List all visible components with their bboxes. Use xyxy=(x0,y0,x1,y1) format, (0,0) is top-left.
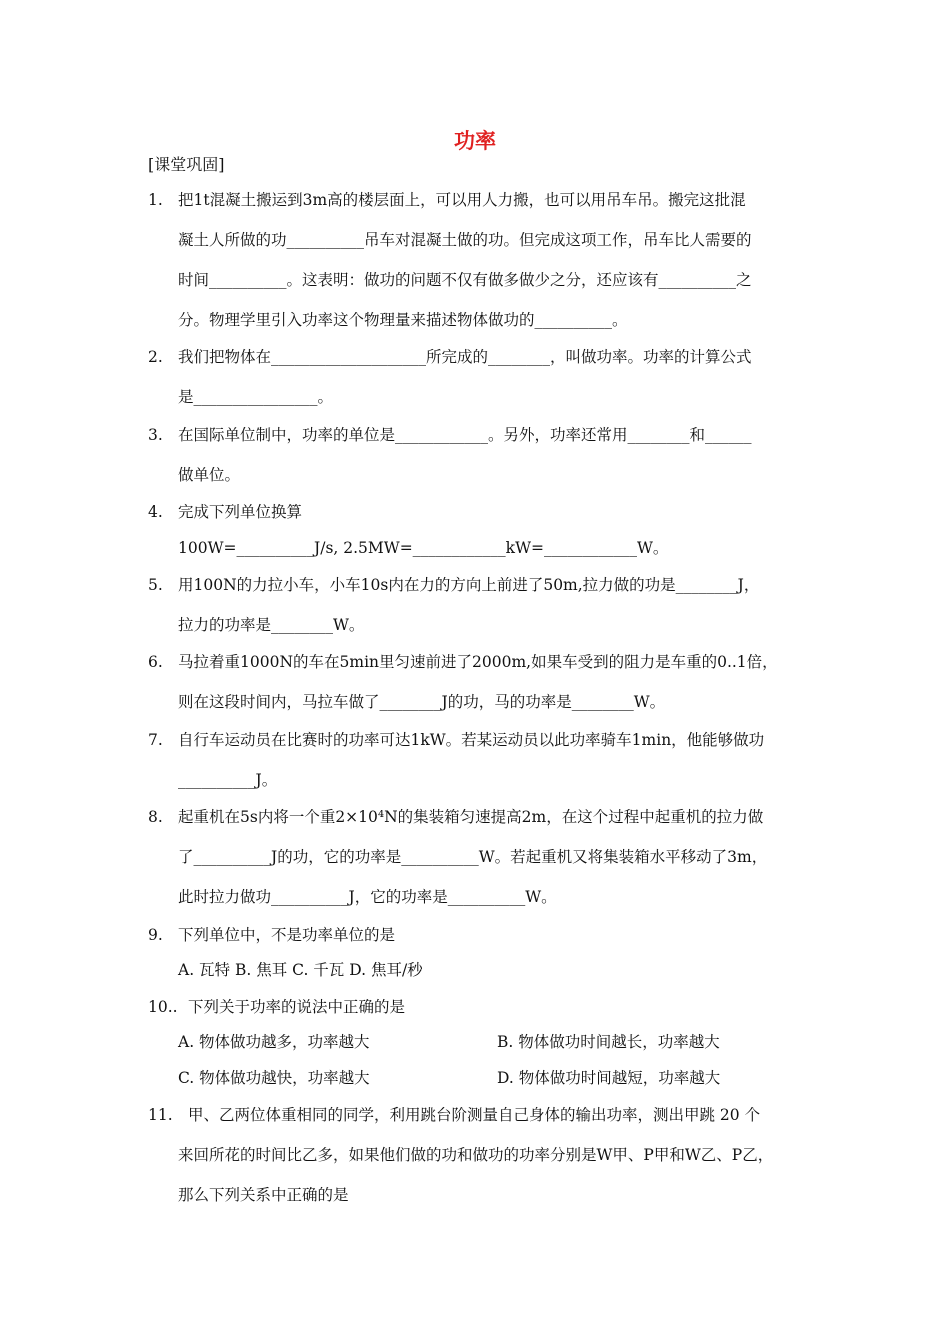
choice-d: D. 物体做功时间越短，功率越大 xyxy=(497,1069,721,1087)
question-text: 拉力的功率是________W。 xyxy=(178,616,365,634)
question-number: 4. xyxy=(148,503,163,521)
question-text: 100W=__________J/s, 2.5MW=____________kW=____________W。 xyxy=(178,539,669,557)
question-text: 下列关于功率的说法中正确的是 xyxy=(188,998,406,1016)
question-text: 甲、乙两位体重相同的同学，利用跳台阶测量自己身体的输出功率，测出甲跳 20 个 xyxy=(188,1106,761,1124)
section-heading: [课堂巩固] xyxy=(148,155,225,174)
question-text: 下列单位中，不是功率单位的是 xyxy=(178,926,396,944)
question-number: 1. xyxy=(148,191,163,209)
question-text: 做单位。 xyxy=(178,466,241,484)
question-number: 5. xyxy=(148,576,163,594)
question-text: 我们把物体在____________________所完成的________，叫做功率。功率的计算公式 xyxy=(178,348,752,366)
question-number: 8. xyxy=(148,808,163,826)
question-number: 10.. xyxy=(148,998,178,1016)
question-text: 则在这段时间内，马拉车做了________J的功，马的功率是________W。 xyxy=(178,693,666,711)
question-text: 把1t混凝土搬运到3m高的楼层面上，可以用人力搬，也可以用吊车吊。搬完这批混 xyxy=(178,191,746,209)
question-text: __________J。 xyxy=(178,771,278,789)
question-text: 用100N的力拉小车，小车10s内在力的方向上前进了50m,拉力做的功是________J， xyxy=(178,576,760,594)
choice-a: A. 物体做功越多，功率越大 xyxy=(178,1033,370,1051)
question-number: 11. xyxy=(148,1106,173,1124)
question-text: 起重机在5s内将一个重2×10⁴N的集装箱匀速提高2m，在这个过程中起重机的拉力做 xyxy=(178,808,764,826)
question-number: 2. xyxy=(148,348,163,366)
question-number: 9. xyxy=(148,926,163,944)
question-text: 了__________J的功，它的功率是__________W。若起重机又将集装箱水平移动了3m， xyxy=(178,848,768,866)
question-text: 在国际单位制中，功率的单位是____________。另外，功率还常用________和______ xyxy=(178,426,752,444)
question-text: 完成下列单位换算 xyxy=(178,503,303,521)
question-text: 自行车运动员在比赛时的功率可达1kW。若某运动员以此功率骑车1min，他能够做功 xyxy=(178,731,765,749)
question-text: 那么下列关系中正确的是 xyxy=(178,1186,349,1204)
page-title: 功率 xyxy=(454,128,496,153)
question-text: 分。物理学里引入功率这个物理量来描述物体做功的__________。 xyxy=(178,311,628,329)
question-text: 此时拉力做功__________J，它的功率是__________W。 xyxy=(178,888,557,906)
question-number: 7. xyxy=(148,731,163,749)
question-text: 时间__________。这表明：做功的问题不仅有做多做少之分，还应该有__________之 xyxy=(178,271,752,289)
question-text: 来回所花的时间比乙多，如果他们做的功和做功的功率分别是W甲、P甲和W乙、P乙， xyxy=(178,1146,774,1164)
choice-options: A. 瓦特 B. 焦耳 C. 千瓦 D. 焦耳/秒 xyxy=(178,961,423,979)
question-number: 6. xyxy=(148,653,163,671)
question-text: 是________________。 xyxy=(178,388,334,406)
question-number: 3. xyxy=(148,426,163,444)
question-text: 马拉着重1000N的车在5min里匀速前进了2000m,如果车受到的阻力是车重的0..1倍， xyxy=(178,653,778,671)
choice-c: C. 物体做功越快，功率越大 xyxy=(178,1069,370,1087)
choice-b: B. 物体做功时间越长，功率越大 xyxy=(497,1033,720,1051)
question-text: 凝土人所做的功__________吊车对混凝土做的功。但完成这项工作，吊车比人需要的 xyxy=(178,231,752,249)
